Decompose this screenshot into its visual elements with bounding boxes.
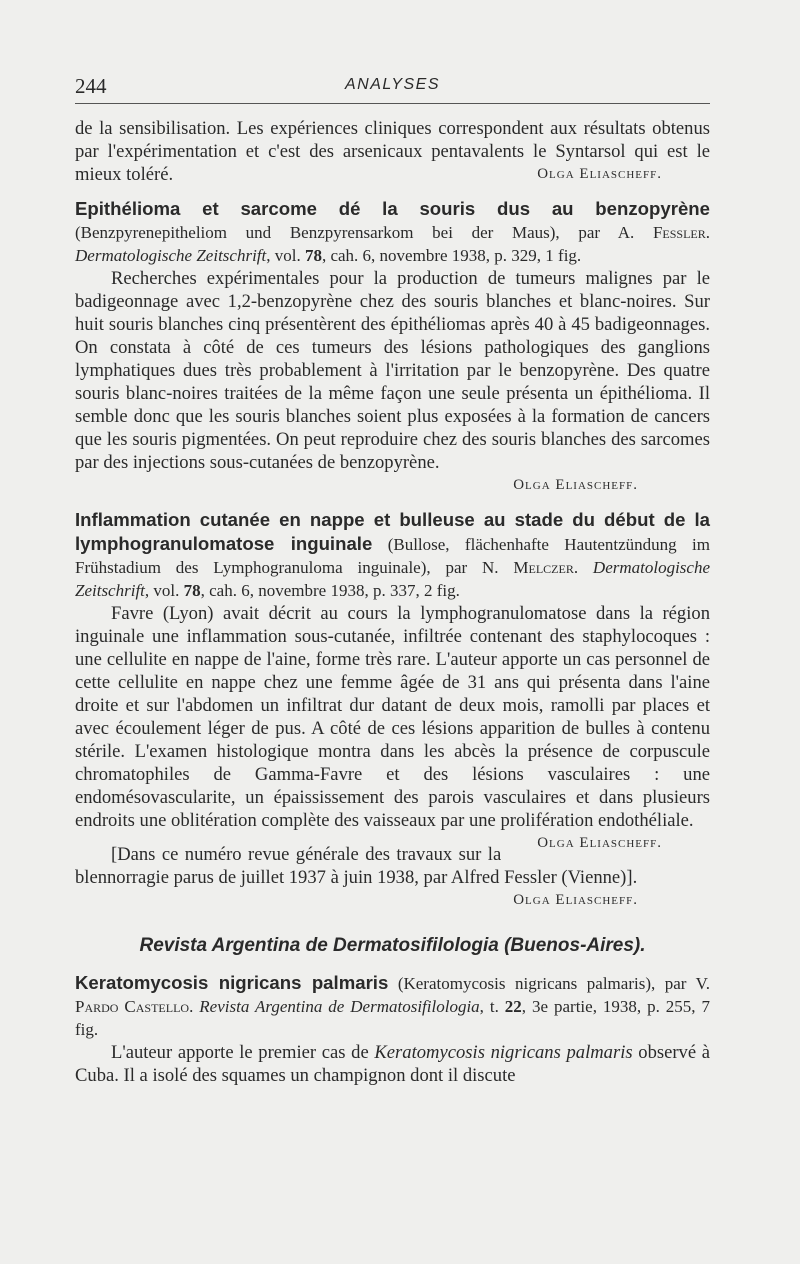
entry-title: Epithélioma et sarcome dé la souris dus au benzopyrène [75,198,710,219]
entry-reference-part: (Benzpyrenepitheliom und Benzpyrensarkom bei der Maus), par A. [75,223,653,242]
entry-body-italic: Keratomycosis nigricans palmaris [374,1042,633,1063]
entry-reference-part: , cah. 6, novembre 1938, p. 329, 1 fig. [321,246,582,265]
signature: Olga Eliascheff. [537,166,662,182]
entry-reference-part: . [573,558,593,577]
signature: Olga Eliascheff. [537,835,662,851]
entry-journal: Dermatologische Zeitschrift [75,246,267,265]
entry-reference-part: , vol. [144,581,184,600]
entry-body-text: L'auteur apporte le premier cas de [111,1042,375,1063]
entry-reference-part: . [189,997,200,1016]
review-entry [75,508,711,851]
entry-reference-part: , t. [479,997,505,1016]
entry-volume: 78 [304,246,322,265]
signature: Olga Eliascheff. [513,892,638,908]
running-title: ANALYSES [344,76,440,93]
entry-volume: 78 [183,581,201,600]
entry-reference-part: (Keratomycosis nigricans palmaris), par V. [388,974,710,993]
entry-body: Recherches expérimentales pour la production de tumeurs malignes par le badigeonnage avec 1,2-benzopyrène chez des souris blanches et blanc-noires. Sur huit souris blanches cinq présentèrent des épithéliomas après 40 à 45 badigeonnages. On constata à côté de ces tumeurs des lésions pathologiques des ganglions lymphatiques dues très probablement à l'irritation par le benzopyrène. Des quatre souris blanc-noires traitées de la même façon une seule présenta un épithélioma. Il semble donc que les souris blanches soient plus exposées à la formation de cancers que les souris pigmentées. On peut reproduire chez des souris blanches des sarcomes par des injections sous-cutanées de benzopyrène. [75,268,710,473]
entry-journal: Dermatologische Zeitschrift [75,558,711,600]
page-header [75,70,710,100]
signature: Olga Eliascheff. [513,477,638,493]
entry-body [75,1041,710,1087]
entry-volume: 22 [504,997,522,1016]
review-entry [75,197,710,497]
entry-title: Inflammation cutanée en nappe et bulleuse au stade du début de la lymphogranulomatose inguinale [75,509,710,554]
journal-section-heading: Revista Argentina de Dermatosifilologia (Buenos-Aires). [139,935,646,956]
entry-author: Pardo Castello [75,997,190,1016]
entry-reference-part: , vol. [266,246,305,265]
note-text: [Dans ce numéro revue générale des travaux sur la blennorragie parus de juillet 1937 à juin 1938, par Alfred Fessler (Vienne)]. [75,844,638,888]
entry-reference-part: , cah. 6, novembre 1938, p. 337, 2 fig. [200,581,460,600]
page-number: 244 [75,74,107,98]
paragraph [75,117,710,186]
entry-heading [75,508,710,602]
entry-body-text: observé à Cuba. Il a isolé des squames un champignon dont il discute [75,1042,711,1086]
paragraph-text: de la sensibilisation. Les expériences cliniques correspondent aux résultats obtenus par l'expérimentation et c'est des arsenicaux pentavalents le Syntarsol qui est le mieux toléré. [75,118,710,185]
review-entry [75,971,710,1087]
entry-author: Fessler [652,223,706,242]
entry-reference-part: , 3e partie, 1938, p. 255, 7 fig. [75,997,710,1039]
entry-reference-part: . [705,223,710,242]
entry-journal: Revista Argentina de Dermatosifilologia [199,997,480,1016]
header-rule [75,103,710,104]
page-body [75,117,710,1087]
entry-reference-part: (Bullose, flächenhafte Hautentzündung im Frühstadium des Lymphogranuloma inguinale), par N. [75,535,710,577]
entry-body [75,602,710,851]
entry-heading [75,197,710,267]
entry-author: Melczer [513,558,574,577]
entry-title: Keratomycosis nigricans palmaris [75,972,389,993]
entry-heading [75,971,710,1041]
entry-body-text: Favre (Lyon) avait décrit au cours la lymphogranulomatose dans la région inguinale une inflammation sous-cutanée, infiltrée contenant des staphylocoques : une cellulite en nappe de l'aine, forme très rare. L'auteur apporte un cas personnel de cette cellulite en nappe chez une femme âgée de 31 ans qui présenta dans l'aine droite et sur l'abdomen un infiltrat dur datant de deux mois, ramolli par places et avec écoulement léger de pus. A côté de ces lésions apparition de bulles à contenu stérile. L'examen histologique montra dans les abcès la présence de corpuscule chromatophiles de Gamma-Favre et des lésions vasculaires : une endomésovascularite, un épaississement des parois vasculaires et dans plusieurs endroits une oblitération complète des vaisseaux par une prolifération endothéliale. [75,603,710,831]
